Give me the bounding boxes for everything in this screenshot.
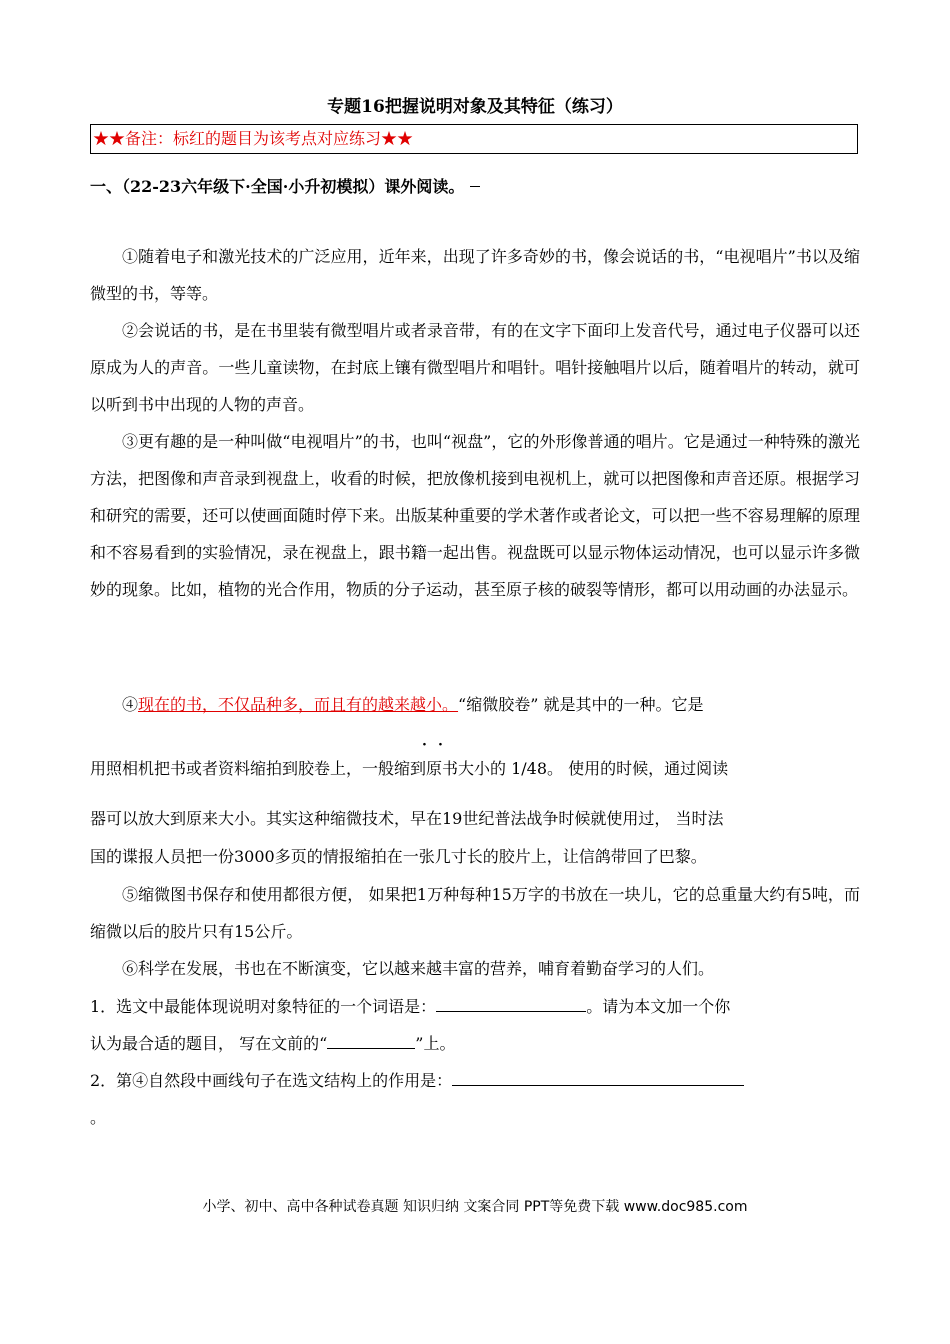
paragraph-4-line-1 (90, 686, 860, 723)
question-1-text-c: 认为最合适的题目， 写在文前的“ (90, 1034, 328, 1053)
question-1 (90, 988, 860, 1062)
emphasis-dot: · (422, 737, 427, 753)
question-2 (90, 1062, 860, 1136)
paragraph-4-rest: “缩微胶卷” 就是其中的一种。它是 (458, 695, 704, 714)
paragraph-6: ⑥科学在发展，书也在不断演变，它以越来越丰富的营养，哺育着勤奋学习的人们。 (122, 959, 715, 978)
page-footer: 小学、初中、高中各种试卷真题 知识归纳 文案合同 PPT等免费下载 www.doc985.com (202, 1199, 748, 1215)
emphasis-dot: · (438, 737, 443, 753)
paragraph-4-line-4: 国的谍报人员把一份3000多页的情报缩拍在一张几寸长的胶片上，让信鸽带回了巴黎。 (90, 847, 707, 866)
question-2-text-b: 。 (90, 1108, 107, 1127)
paragraph-5: ⑤缩微图书保存和使用都很方便， 如果把1万种每种15万字的书放在一块儿，它的总重量大约有5吨，而缩微以后的胶片只有15公斤。 (90, 885, 860, 941)
title-blank-line (470, 186, 480, 187)
question-1-text-b: 。请为本文加一个你 (586, 997, 731, 1016)
section-heading: 一、（22-23六年级下·全国·小升初模拟）课外阅读。 (90, 177, 465, 196)
answer-blank-title[interactable] (327, 1030, 415, 1049)
paragraph-1: ①随着电子和激光技术的广泛应用，近年来，出现了许多奇妙的书，像会说话的书，“电视唱片”书以及缩微型的书，等等。 (90, 247, 860, 303)
answer-blank-1[interactable] (436, 993, 586, 1012)
underlined-sentence: 现在的书，不仅品种多，而且有的越来越小。 (138, 695, 459, 714)
note-box: ★★备注：标红的题目为该考点对应练习★★ (90, 124, 858, 154)
page-title: 专题16把握说明对象及其特征（练习） (327, 97, 623, 117)
question-1-text-d: ”上。 (415, 1034, 456, 1053)
paragraph-2: ②会说话的书，是在书里装有微型唱片或者录音带，有的在文字下面印上发音代号，通过电子仪器可以还原成为人的声音。一些儿童读物，在封底上镶有微型唱片和唱针。唱针接触唱片以后，随着唱片的转动，就可以听到书中出现的人物的声音。 (90, 321, 860, 414)
paragraph-3: ③更有趣的是一种叫做“电视唱片”的书，也叫“视盘”，它的外形像普通的唱片。它是通过一种特殊的激光方法，把图像和声音录到视盘上，收看的时候，把放像机接到电视机上，就可以把图像和声音还原。根据学习和研究的需要，还可以使画面随时停下来。出版某种重要的学术著作或者论文，可以把一些不容易理解的原理和不容易看到的实验情况，录在视盘上，跟书籍一起出售。视盘既可以显示物体运动情况，也可以显示许多微妙的现象。比如，植物的光合作用，物质的分子运动，甚至原子核的破裂等情形，都可以用动画的办法显示。 (90, 432, 860, 599)
answer-blank-2[interactable] (452, 1067, 744, 1086)
paragraph-4-line-2: 用照相机把书或者资料缩拍到胶卷上，一般缩到原书大小的 1/48。 使用的时候，通过阅读 (90, 759, 729, 778)
paragraph-4-line-3: 器可以放大到原来大小。其实这种缩微技术，早在19世纪普法战争时候就使用过， 当时法 (90, 809, 724, 828)
question-1-text-a: 1．选文中最能体现说明对象特征的一个词语是： (90, 997, 437, 1016)
question-2-text-a: 2．第④自然段中画线句子在选文结构上的作用是： (90, 1071, 453, 1090)
paragraph-4-number: ④ (122, 695, 139, 714)
